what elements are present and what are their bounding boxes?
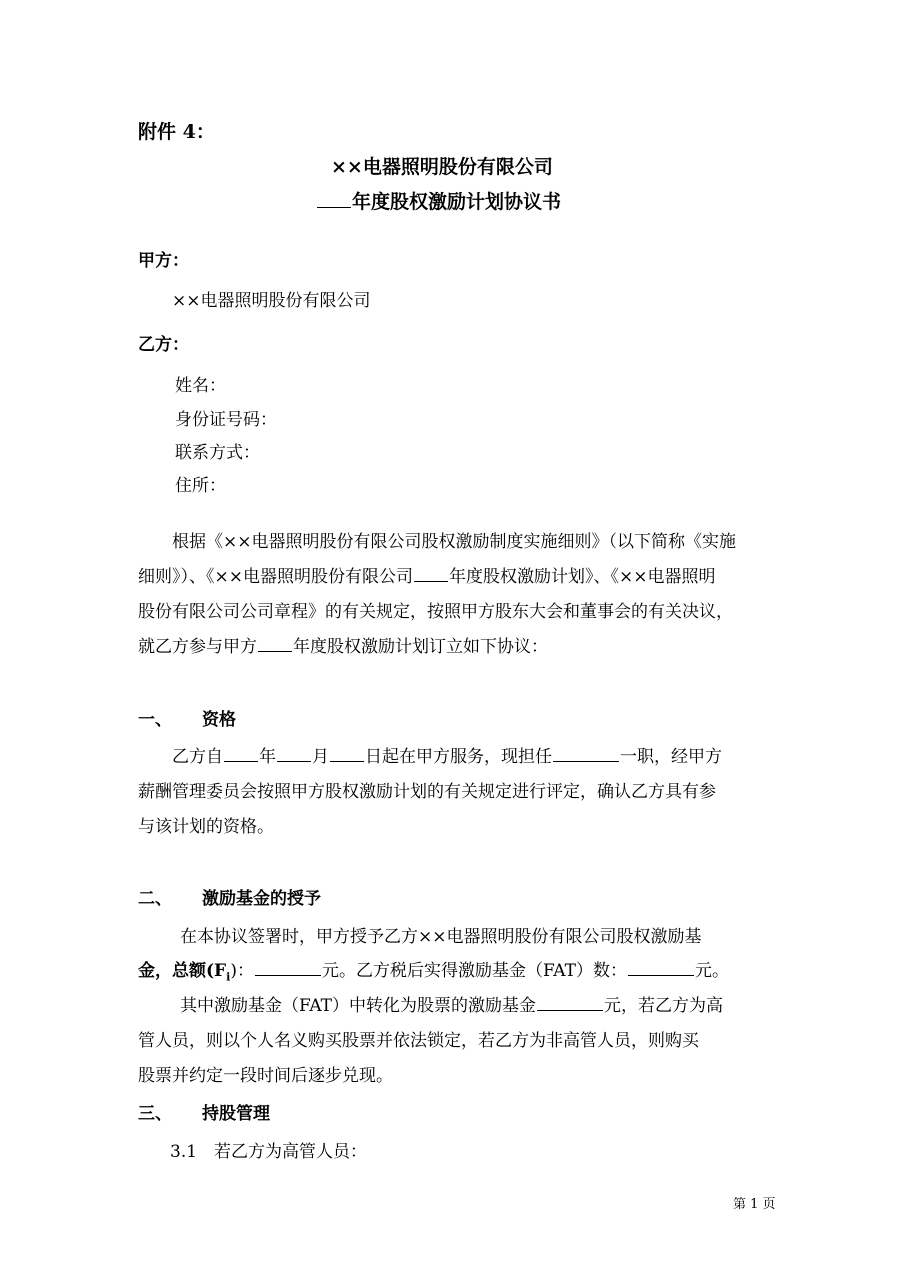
s2-total-colon: )： <box>230 961 254 981</box>
s2-stock-fund-tail: 元，若乙方为高 <box>604 996 724 1016</box>
year-blank <box>317 189 351 208</box>
intro-line-2 <box>138 565 716 589</box>
s1-text-d: 日起在甲方服务，现担任 <box>365 747 552 767</box>
month-blank <box>277 745 311 762</box>
section-2-line-4: 管人员，则以个人名义购买股票并依法锁定，若乙方为非高管人员，则购买 <box>138 1031 699 1051</box>
section-2-line-5: 股票并约定一段时间后逐步兑现。 <box>138 1066 393 1086</box>
section-2-number: 二、 <box>138 889 172 909</box>
year-blank <box>224 745 258 762</box>
attachment-label: 附件 4： <box>138 121 215 143</box>
section-2-line-3 <box>180 994 723 1018</box>
position-blank <box>553 745 619 762</box>
section-3-title: 持股管理 <box>202 1104 270 1124</box>
s1-text-b: 年 <box>259 747 276 767</box>
s2-after-tax-label: 元。乙方税后实得激励基金（FAT）数： <box>321 961 627 981</box>
intro-line-4 <box>138 635 548 659</box>
party-a-label: 甲方： <box>138 251 189 271</box>
party-b-name-field: 姓名： <box>175 376 226 396</box>
intro-line-3: 股份有限公司公司章程》的有关规定，按照甲方股东大会和董事会的有关决议， <box>138 602 733 622</box>
year-blank <box>258 635 292 652</box>
s1-text-c: 月 <box>312 747 329 767</box>
intro-line-2-text-a: 细则》）、《××电器照明股份有限公司 <box>138 567 413 587</box>
section-1-line-3: 与该计划的资格。 <box>138 817 274 837</box>
party-b-address-field: 住所： <box>175 476 226 496</box>
s2-stock-fund-label: 其中激励基金（FAT）中转化为股票的激励基金 <box>180 996 537 1016</box>
section-1-number: 一、 <box>138 710 172 730</box>
party-b-label: 乙方： <box>138 335 189 355</box>
document-title-text: 年度股权激励计划协议书 <box>352 191 562 213</box>
s2-subscript: i <box>226 970 231 984</box>
document-title <box>316 189 561 214</box>
stock-fund-blank <box>537 994 603 1011</box>
section-2-title: 激励基金的授予 <box>202 889 321 909</box>
year-blank <box>414 565 448 582</box>
day-blank <box>330 745 364 762</box>
intro-line-4-text-b: 年度股权激励计划订立如下协议： <box>293 637 548 657</box>
party-b-id-field: 身份证号码： <box>175 410 277 430</box>
s2-yuan: 元。 <box>694 961 729 981</box>
intro-line-1: 根据《××电器照明股份有限公司股权激励制度实施细则》（以下简称《实施 <box>172 532 736 552</box>
s1-text-e: 一职，经甲方 <box>620 747 722 767</box>
page-number: 第 1 页 <box>733 1197 776 1212</box>
s2-total-label: 金，总额(F <box>138 961 227 981</box>
total-amount-blank <box>255 959 321 976</box>
section-3-number: 三、 <box>138 1104 172 1124</box>
after-tax-amount-blank <box>628 959 694 976</box>
section-2-line-2 <box>138 959 729 989</box>
section-1-line-1 <box>172 745 722 769</box>
s1-text-a: 乙方自 <box>172 747 223 767</box>
party-b-contact-field: 联系方式： <box>175 443 260 463</box>
company-title: ××电器照明股份有限公司 <box>331 156 553 178</box>
intro-line-4-text-a: 就乙方参与甲方 <box>138 637 257 657</box>
subsection-3-1-text: 若乙方为高管人员： <box>214 1142 367 1162</box>
section-1-line-2: 薪酬管理委员会按照甲方股权激励计划的有关规定进行评定，确认乙方具有参 <box>138 782 716 802</box>
party-a-name: ××电器照明股份有限公司 <box>172 291 371 311</box>
section-2-line-1: 在本协议签署时，甲方授予乙方××电器照明股份有限公司股权激励基 <box>180 927 702 947</box>
subsection-3-1-number: 3.1 <box>170 1142 198 1162</box>
intro-line-2-text-b: 年度股权激励计划》、《××电器照明 <box>449 567 716 587</box>
section-1-title: 资格 <box>202 710 236 730</box>
